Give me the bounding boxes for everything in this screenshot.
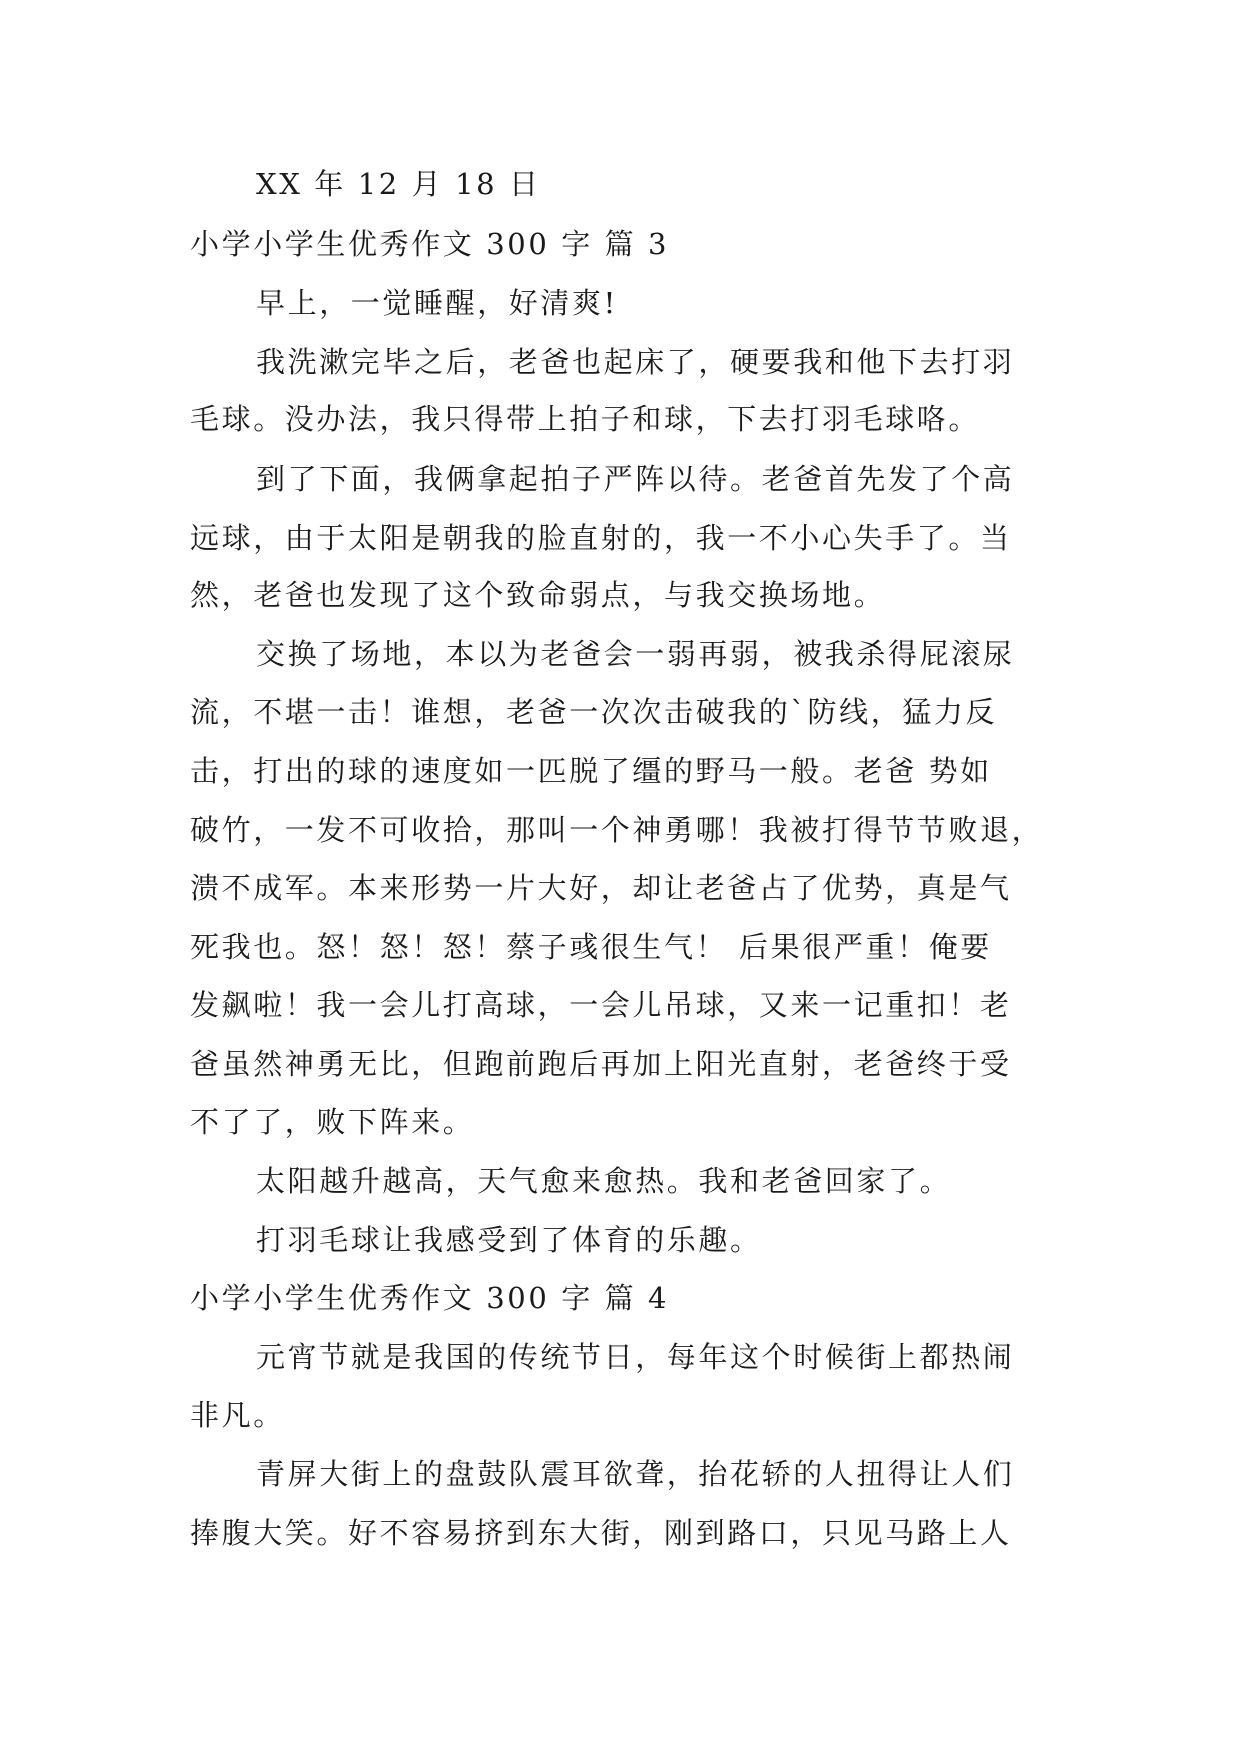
paragraph-line: 到了下面，我俩拿起拍子严阵以待。老爸首先发了个高 (256, 462, 1015, 496)
paragraph-line: 捧腹大笑。好不容易挤到东大街，刚到路口，只见马路上人 (190, 1516, 1012, 1550)
paragraph-line: 然，老爸也发现了这个致命弱点，与我交换场地。 (190, 578, 886, 612)
paragraph-line: 毛球。没办法，我只得带上拍子和球，下去打羽毛球咯。 (190, 402, 981, 436)
essay-heading-3: 小学小学生优秀作文 300 字 篇 3 (190, 227, 670, 261)
paragraph-line: 溃不成军。本来形势一片大好，却让老爸占了优势，真是气 (190, 871, 1012, 905)
paragraph-line: 远球，由于太阳是朝我的脸直射的，我一不小心失手了。当 (190, 521, 1012, 555)
paragraph-line: 死我也。怒！怒！怒！蔡子彧很生气！ 后果很严重！俺要 (190, 930, 992, 964)
paragraph-line: 早上，一觉睡醒，好清爽! (256, 286, 618, 320)
date-line: XX 年 12 月 18 日 (256, 167, 541, 201)
paragraph-line: 元宵节就是我国的传统节日，每年这个时候街上都热闹 (256, 1340, 1015, 1374)
paragraph-line: 青屏大街上的盘鼓队震耳欲聋，抬花轿的人扭得让人们 (256, 1457, 1015, 1491)
paragraph-line: 流，不堪一击！谁想，老爸一次次击破我的`防线，猛力反 (190, 695, 998, 729)
paragraph-line: 不了了，败下阵来。 (190, 1105, 475, 1139)
paragraph-line: 非凡。 (190, 1398, 285, 1432)
paragraph-line: 太阳越升越高，天气愈来愈热。我和老爸回家了。 (256, 1164, 952, 1198)
essay-heading-4: 小学小学生优秀作文 300 字 篇 4 (190, 1281, 670, 1315)
paragraph-line: 交换了场地，本以为老爸会一弱再弱，被我杀得屁滚尿 (256, 637, 1015, 671)
paragraph-line: 击，打出的球的速度如一匹脱了缰的野马一般。老爸 势如 (190, 754, 992, 788)
paragraph-line: 我洗漱完毕之后，老爸也起床了，硬要我和他下去打羽 (256, 345, 1015, 379)
paragraph-line: 打羽毛球让我感受到了体育的乐趣。 (256, 1223, 762, 1257)
paragraph-line: 发飙啦！我一会儿打高球，一会儿吊球，又来一记重扣！老 (190, 988, 1012, 1022)
paragraph-line: 破竹，一发不可收拾，那叫一个神勇哪！我被打得节节败退， (190, 813, 1044, 847)
paragraph-line: 爸虽然神勇无比，但跑前跑后再加上阳光直射，老爸终于受 (190, 1047, 1012, 1081)
